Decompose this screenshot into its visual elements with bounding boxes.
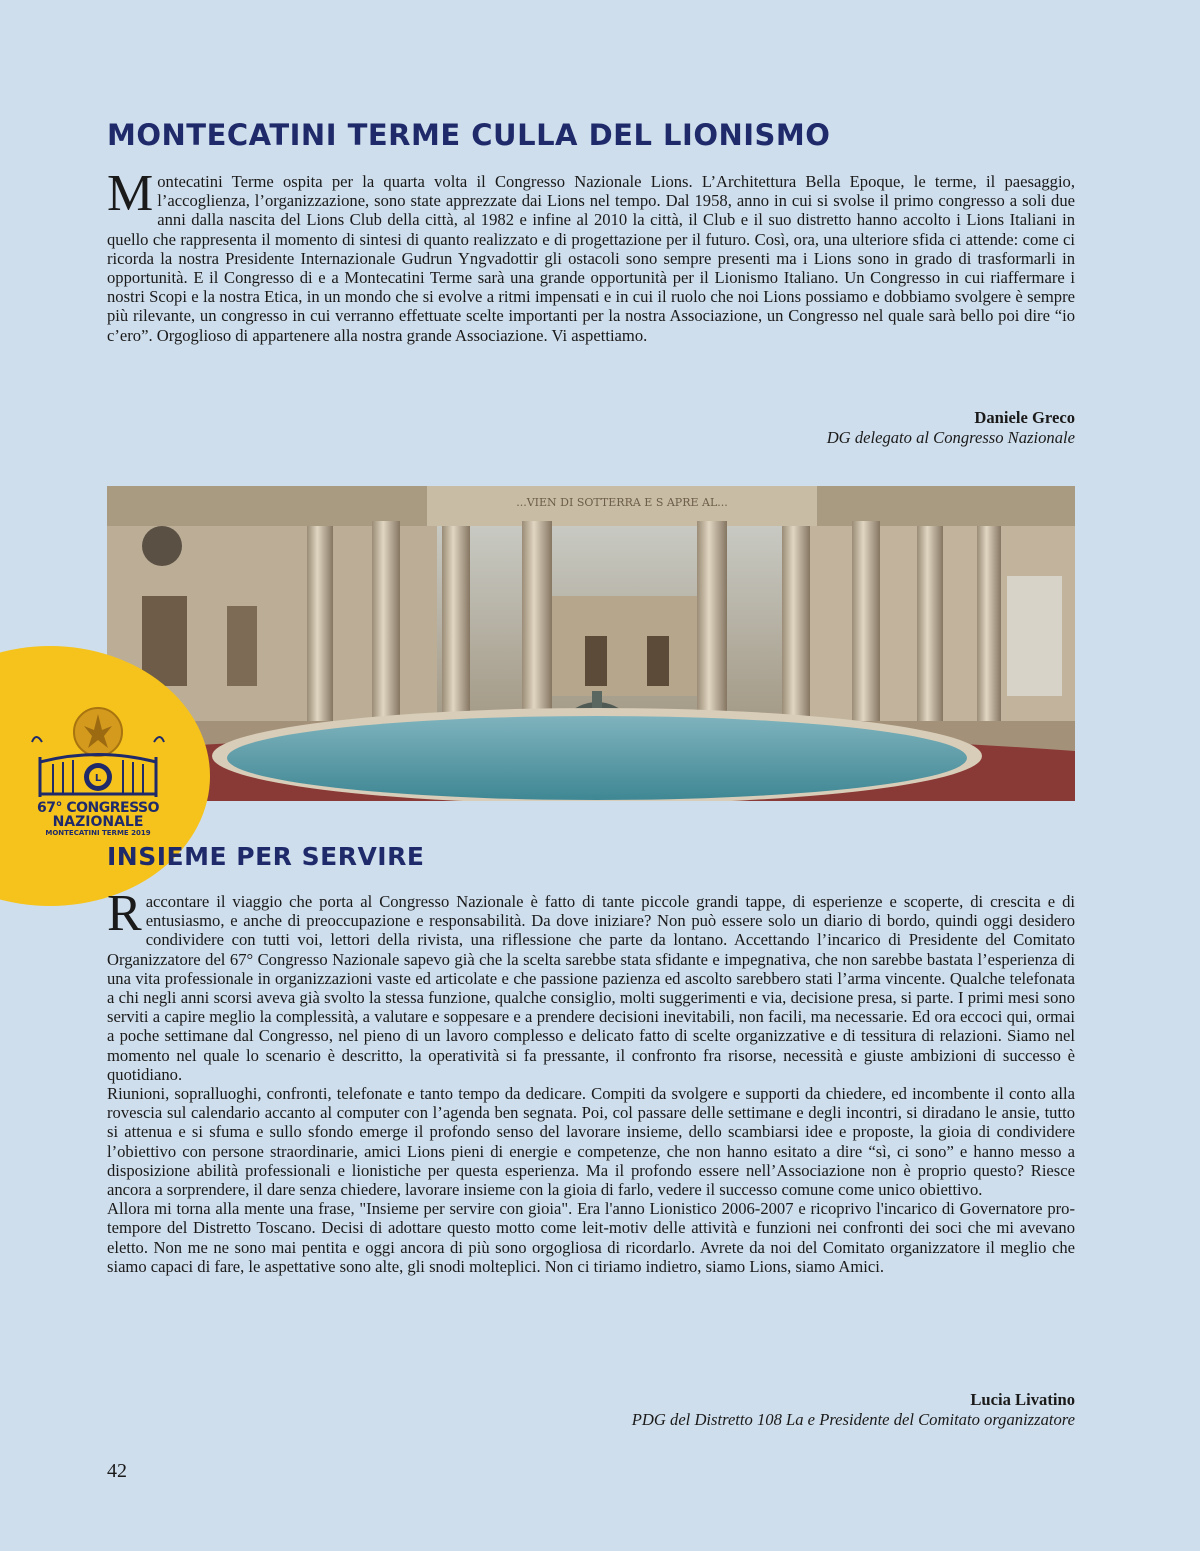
- photo-inscription: ...VIEN DI SOTTERRA E S APRE AL...: [516, 496, 728, 509]
- article-body: [107, 885, 1075, 1276]
- logo-line-nazionale: NAZIONALE: [52, 814, 144, 830]
- author-signature: [827, 408, 1075, 448]
- author-name: Lucia Livatino: [970, 1390, 1075, 1409]
- drop-cap: M: [107, 165, 154, 222]
- article-title: MONTECATINI TERME CULLA DEL LIONISMO: [107, 118, 831, 152]
- article-title: INSIEME PER SERVIRE: [107, 842, 425, 871]
- article-paragraph: Riunioni, sopralluoghi, confronti, telefonate e tanto tempo da dedicare. Compiti da svolgere e supporti da chiedere, ed incombente il conto alla rovescia sul calendario accanto al computer con l’agenda ben segnata. Poi, col passare delle settimane e degli incontri, si diradano le ansie, tutto si attenua e si sfuma e sullo sfondo emerge il profondo senso del lavorare insieme, dello scambiarsi idee e proposte, la gioia di condividere l’obiettivo con persone straordinarie, amici Lions pieni di energie e competenze, che non hanno esitato a dire “sì, ci sono” e hanno messo a disposizione abilità professionali e lionistiche per questa esperienza. Ma il profondo essere nell’Associazione non è proprio questo? Riesce ancora a sorprendere, il dare senza chiedere, lavorare insieme con la gioia di farlo, vedere il successo comune come unico obiettivo.: [107, 1084, 1075, 1200]
- author-role: PDG del Distretto 108 La e Presidente del Comitato organizzatore: [631, 1410, 1075, 1429]
- author-signature: [632, 1390, 1075, 1430]
- author-name: Daniele Greco: [974, 408, 1075, 427]
- congress-logo: [28, 702, 168, 837]
- logo-line-congress: 67° CONGRESSO: [36, 800, 160, 816]
- logo-line-place: MONTECATINI TERME 2019: [45, 829, 151, 837]
- article-body: [107, 165, 1075, 345]
- article-paragraph: accontare il viaggio che porta al Congresso Nazionale è fatto di tante piccole grandi tappe, di esperienze e scoperte, di crescita e di entusiasmo, e anche di preoccupazione e responsabilità. Da dove iniziare? Non può essere solo un diario di bordo, quindi oggi desidero condividere con tutti voi, lettori della rivista, una riflessione che parte da lontano. Accettando l’incarico di Presidente del Comitato Organizzatore del 67° Congresso Nazionale sapevo già che la scelta sarebbe stata sfidante e impegnativa, che non sarebbe bastata l’esperienza di una vita professionale in organizzazioni vaste ed articolate e che passione pazienza ed ascolto sarebbero stati l’arma vincente. Qualche telefonata a chi negli anni scorsi aveva già svolto la stessa funzione, qualche consiglio, molti suggerimenti e via, decisione presa, si parte. I primi mesi sono serviti a capire meglio la complessità, a valutare e soppesare e a prendere decisioni inevitabili, non facili, ma necessarie. Ed ora eccoci qui, ormai a poche settimane dal Congresso, nel pieno di un lavoro complesso e delicato fatto di scelte organizzative e di tessitura di relazioni. Siamo nel momento nel quale lo scenario è descritto, la operatività si fa pressante, il confronto fra risorse, necessità e giuste ambizioni di successo è quotidiano.: [107, 892, 1075, 1084]
- svg-text:L: L: [94, 773, 102, 784]
- drop-cap: R: [107, 885, 142, 942]
- lions-emblem-icon: [28, 702, 168, 802]
- article-paragraph: ontecatini Terme ospita per la quarta volta il Congresso Nazionale Lions. L’Architettura Bella Epoque, le terme, il paesaggio, l’accoglienza, l’organizzazione, sono state apprezzate dai Lions nel tempo. Dal 1958, anno in cui si svolse il primo congresso a soli due anni dalla nascita del Lions Club della città, al 1982 e infine al 2010 la città, il Club e il suo distretto hanno accolto i Lions Italiani in quello che rappresenta il momento di sintesi di quanto realizzato e di progettazione per il futuro. Così, ora, una ulteriore sfida ci attende: come ci ricorda la nostra Presidente Internazionale Gudrun Yngvadottir gli ostacoli sono sempre presenti ma i Lions sono in grado di trasformarli in opportunità. E il Congresso di e a Montecatini Terme sarà una grande opportunità per il Lionismo Italiano. Un Congresso in cui riaffermare i nostri Scopi e la nostra Etica, in un mondo che si evolve a ritmi impensati e in cui il ruolo che noi Lions possiamo e dobbiamo svolgere è sempre più rilevante, un congresso in cui verranno effettuate scelte importanti per la nostra Associazione, un Congresso nel quale sarà bello poi dire “io c’ero”. Orgoglioso di appartenere alla nostra grande Associazione. Vi aspettiamo.: [107, 172, 1075, 345]
- thermal-baths-photo: [107, 486, 1075, 801]
- page-number: 42: [107, 1460, 127, 1482]
- author-role: DG delegato al Congresso Nazionale: [826, 428, 1075, 447]
- article-paragraph: Allora mi torna alla mente una frase, "Insieme per servire con gioia". Era l'anno Lionistico 2006-2007 e ricoprivo l'incarico di Governatore pro-tempore del Distretto Toscano. Decisi di adottare questo motto come leit-motiv delle attività e funzioni nei confronti dei soci che mi avevano eletto. Non me ne sono mai pentita e oggi ancora di più sono orgogliosa di ricordarlo. Avrete da noi del Comitato organizzatore il meglio che siamo capaci di fare, le aspettative sono alte, gli snodi molteplici. Non ci tiriamo indietro, siamo Lions, siamo Amici.: [107, 1199, 1075, 1276]
